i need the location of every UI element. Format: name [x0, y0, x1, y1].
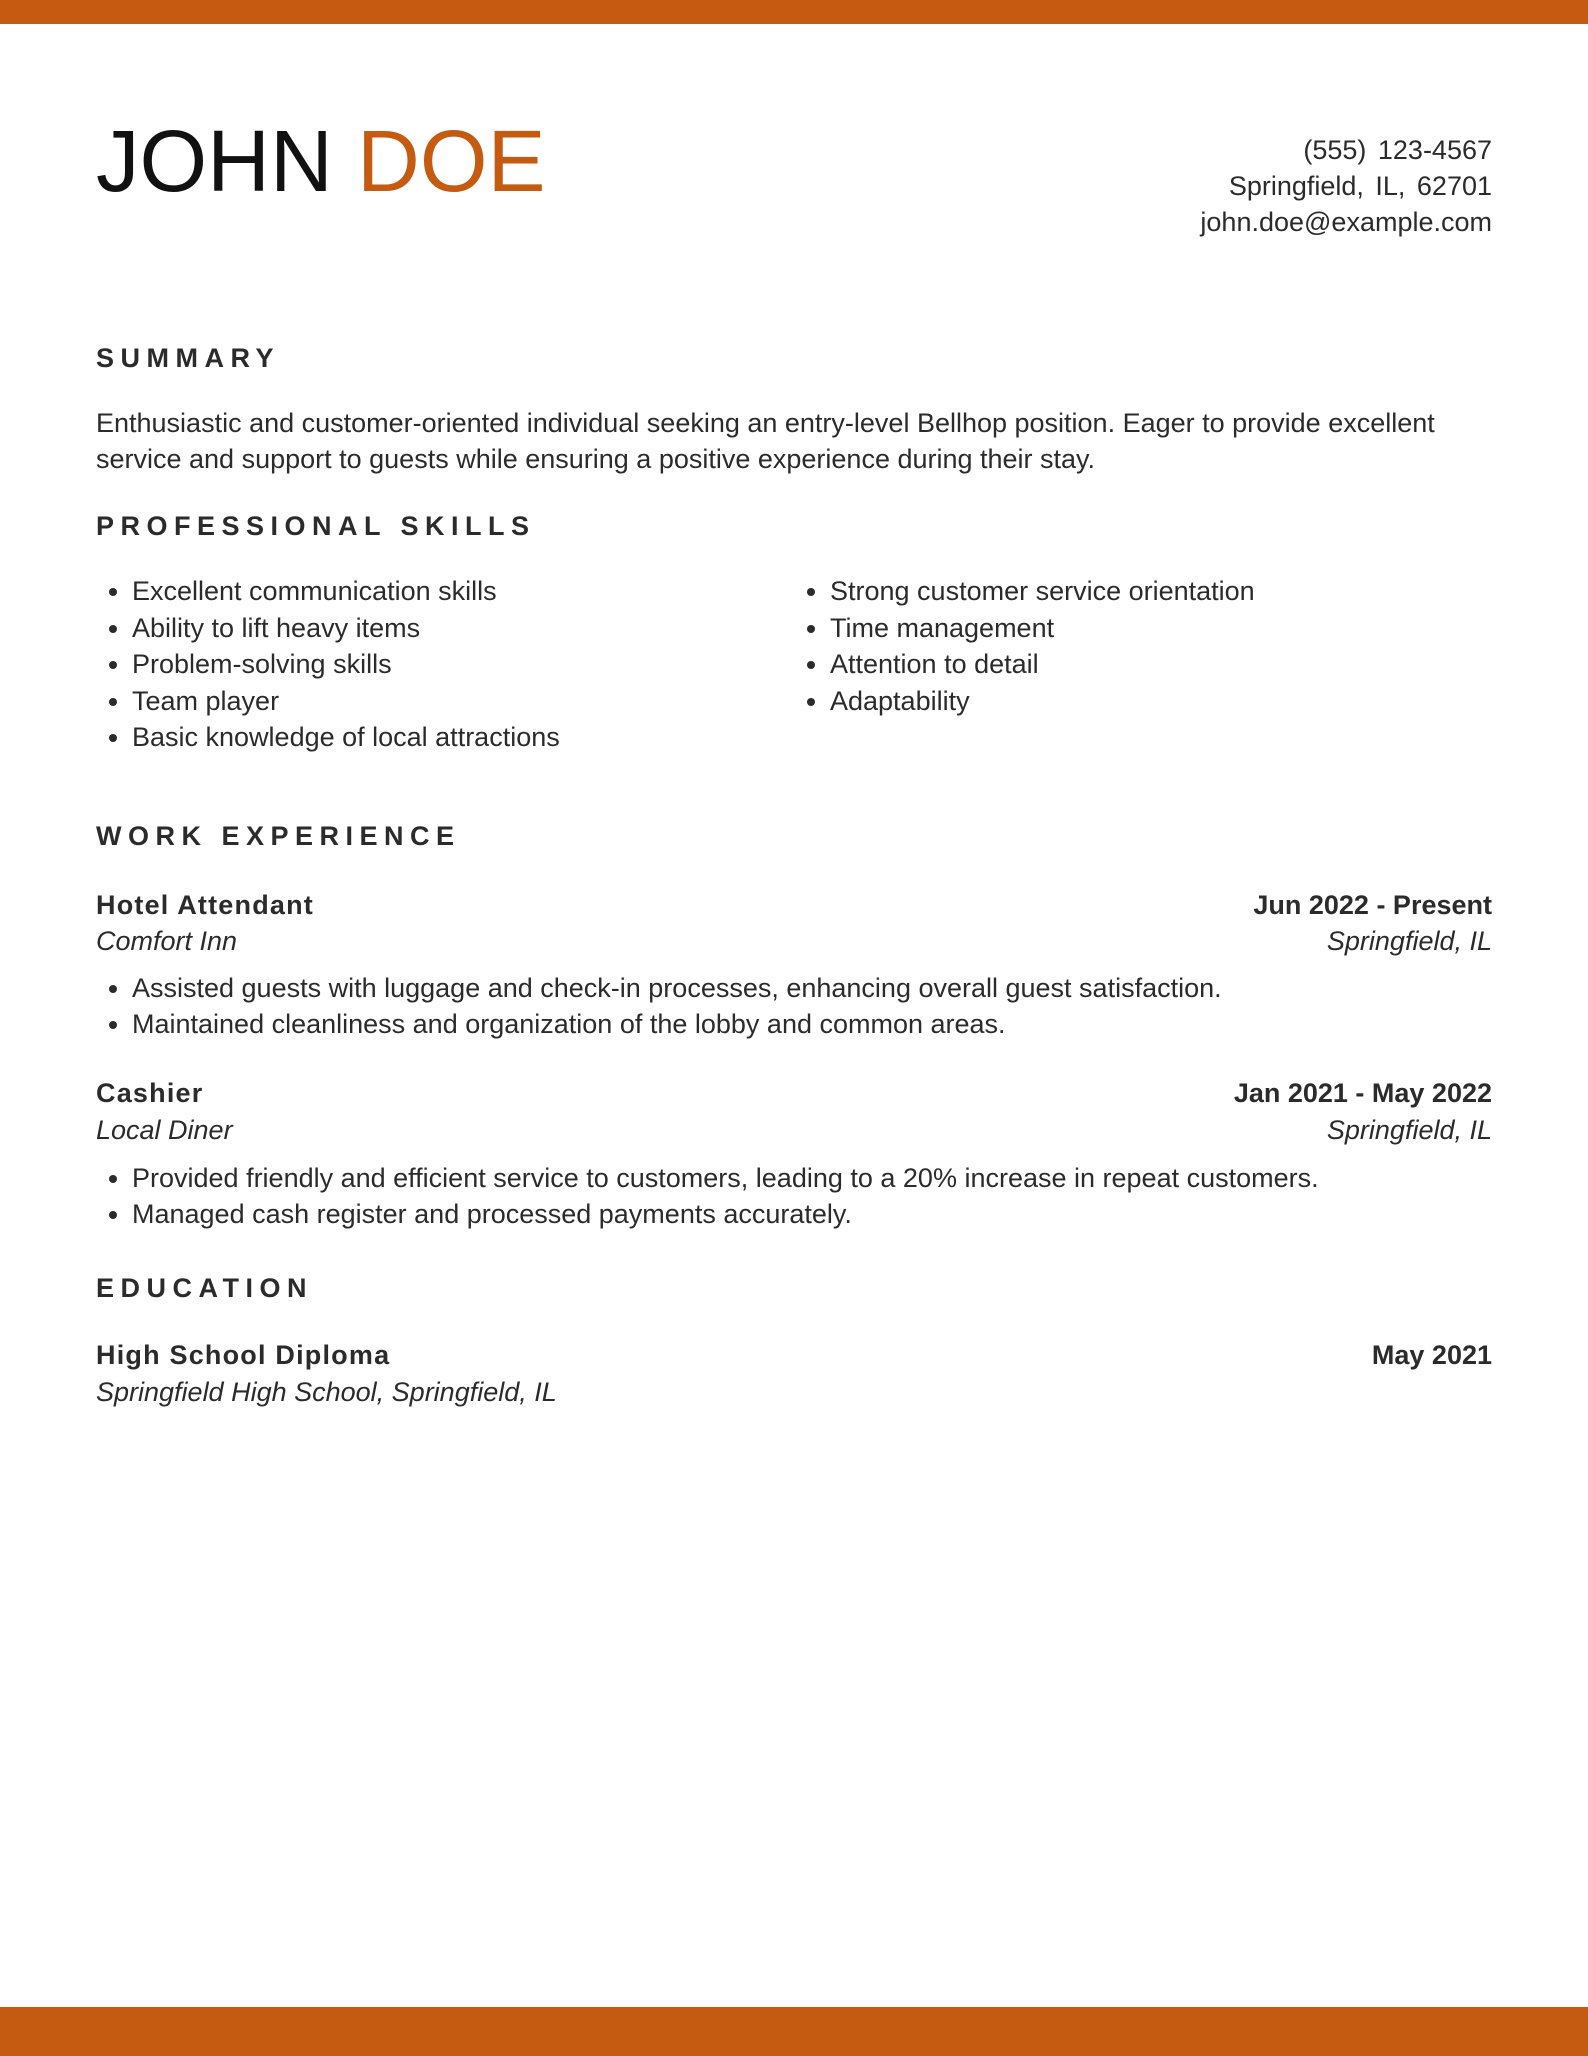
skill-item: • Attention to detail [830, 646, 1255, 683]
skill-item: • Ability to lift heavy items [132, 610, 560, 647]
job-bullet: • Assisted guests with luggage and check-in processes, enhancing overall guest satisfaction. [132, 970, 1222, 1006]
job-header [96, 1075, 1492, 1111]
education-school: Springfield High School, Springfield, IL [96, 1377, 557, 1407]
skills-list-left [96, 573, 560, 756]
job-company: Comfort Inn [96, 926, 238, 956]
education-degree: High School Diploma [96, 1340, 391, 1370]
job-subheader [96, 1112, 1492, 1148]
skills-list-right [794, 573, 1255, 719]
job-bullets [96, 1160, 1319, 1232]
skill-item: • Basic knowledge of local attractions [132, 719, 560, 756]
job-bullet: • Managed cash register and processed payments accurately. [132, 1196, 1319, 1232]
job-bullet: • Provided friendly and efficient service to customers, leading to a 20% increase in repeat customers. [132, 1160, 1319, 1196]
candidate-name [96, 108, 546, 216]
job-dates: Jun 2022 - Present [1253, 890, 1492, 920]
skill-item: • Problem-solving skills [132, 646, 560, 683]
job-title: Cashier [96, 1078, 204, 1108]
skill-item: • Strong customer service orientation [830, 573, 1255, 610]
job-location: Springfield, IL [1326, 926, 1492, 956]
education-heading: EDUCATION [96, 1273, 313, 1303]
contact-block [1200, 132, 1492, 240]
job-bullet: • Maintained cleanliness and organization of the lobby and common areas. [132, 1006, 1222, 1042]
education-header [96, 1337, 1492, 1373]
skill-item: • Team player [132, 683, 560, 720]
summary-heading: SUMMARY [96, 343, 280, 373]
top-accent-bar [0, 0, 1588, 24]
skills-heading: PROFESSIONAL SKILLS [96, 511, 536, 541]
education-date: May 2021 [1371, 1340, 1492, 1370]
job-bullets [96, 970, 1222, 1042]
job-subheader [96, 923, 1492, 959]
job-company: Local Diner [96, 1115, 233, 1145]
skill-item: • Time management [830, 610, 1255, 647]
job-header [96, 887, 1492, 923]
contact-address: Springfield, IL, 62701 [1228, 171, 1492, 201]
education-subheader [96, 1374, 1492, 1410]
bottom-accent-bar [0, 2007, 1588, 2056]
skill-item: • Adaptability [830, 683, 1255, 720]
first-name: JOHN [96, 113, 333, 210]
job-title: Hotel Attendant [96, 890, 314, 920]
last-name: DOE [357, 113, 546, 210]
contact-phone: (555) 123-4567 [1303, 135, 1492, 165]
job-location: Springfield, IL [1326, 1115, 1492, 1145]
job-dates: Jan 2021 - May 2022 [1233, 1078, 1492, 1108]
experience-heading: WORK EXPERIENCE [96, 821, 461, 851]
summary-text: Enthusiastic and customer-oriented individual seeking an entry-level Bellhop position. Eager to provide excellent service and support to guests while ensuring a positive experience during their stay. [96, 408, 1435, 474]
contact-email: john.doe@example.com [1200, 207, 1492, 237]
skill-item: • Excellent communication skills [132, 573, 560, 610]
